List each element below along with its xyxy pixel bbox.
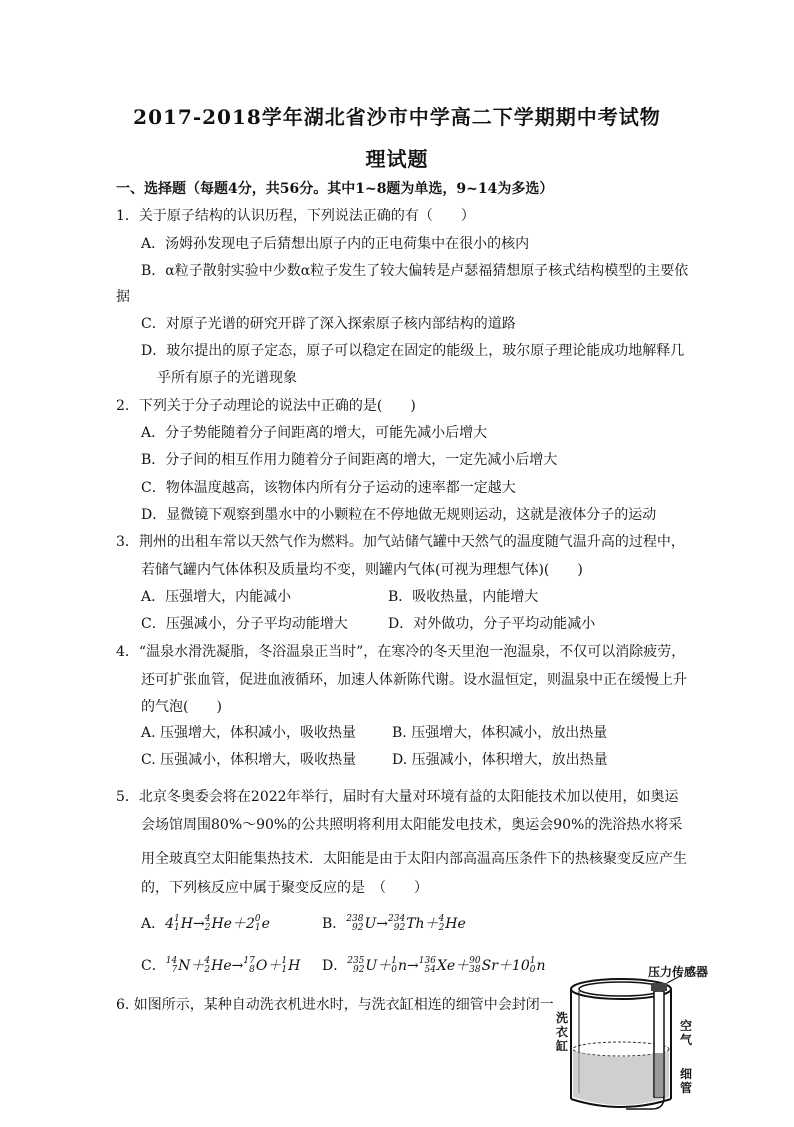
reaction-c-formula: 14 7 N＋ 4 2 He→ 17 8 O＋ 1 1 H (165, 956, 301, 975)
reaction-d-formula: 235 92 U＋ 1 0 n→ 136 54 Xe＋ 90 38 Sr＋10 1 0 n (347, 956, 546, 975)
option-d-label: D． (322, 958, 348, 974)
question-4-stem-cont2: 的气泡( ) (141, 699, 222, 715)
question-1-stem: 1．关于原子结构的认识历程，下列说法正确的有（ ） (116, 208, 475, 224)
question-4-stem: 4．“温泉水滑洗凝脂，冬浴温泉正当时”，在寒冷的冬天里泡一泡温泉，不仅可以消除疲劳， (116, 644, 686, 660)
exam-title-line1: 2017-2018学年湖北省沙市中学高二下学期期中考试物 (133, 105, 661, 129)
question-1-option-b: B．α粒子散射实验中少数α粒子发生了较大偏转是卢瑟福猜想原子核式结构模型的主要依 (141, 263, 689, 279)
question-4-option-b: B. 压强增大，体积减小，放出热量 (392, 725, 608, 741)
option-c-label: C． (141, 958, 166, 974)
question-1-option-d: D．玻尔提出的原子定态，原子可以稳定在固定的能级上，玻尔原子理论能成功地解释几 (141, 343, 685, 359)
label-washing-tank: 洗衣缸 (556, 1011, 569, 1053)
question-3-option-b: B．吸收热量，内能增大 (388, 589, 539, 605)
question-2-option-a: A．分子势能随着分子间距离的增大，可能先减小后增大 (141, 425, 488, 441)
question-5-stem-cont2: 用全玻真空太阳能集热技术．太阳能是由于太阳内部高温高压条件下的热核聚变反应产生 (141, 851, 687, 867)
question-5-option-d (322, 956, 546, 976)
pressure-sensor-cap (651, 983, 667, 991)
question-6-stem: 6. 如图所示，某种自动洗衣机进水时，与洗衣缸相连的细管中会封闭一 (116, 997, 554, 1013)
question-2-option-d: D．显微镜下观察到墨水中的小颗粒在不停地做无规则运动，这就是液体分子的运动 (141, 507, 657, 523)
question-4-stem-cont1: 还可扩张血管，促进血液循环，加速人体新陈代谢。设水温恒定，则温泉中正在缓慢上升 (141, 672, 687, 688)
question-5-stem-cont1: 会场馆周围80%～90%的公共照明将利用太阳能发电技术，奥运会90%的洗浴热水将采 (141, 817, 683, 833)
tank-inner-rim (579, 982, 663, 996)
exam-title-line2: 理试题 (365, 147, 429, 171)
option-a-label: A． (141, 916, 166, 932)
diagram-svg (556, 963, 726, 1123)
reaction-a-formula: 4 1 1 H→ 4 2 He＋2 0 1 e (165, 914, 270, 933)
question-1-option-d-cont: 乎所有原子的光谱现象 (157, 370, 297, 386)
label-thin-tube: 细管 (680, 1067, 693, 1095)
question-5-option-b (322, 914, 466, 934)
label-air: 空气 (680, 1019, 693, 1047)
tube-water (655, 1053, 663, 1097)
question-4-option-d: D. 压强减小，体积增大，放出热量 (392, 752, 608, 768)
reaction-b-formula: 238 92 U→ 234 92 Th＋ 4 2 He (346, 914, 466, 933)
question-5-stem: 5．北京冬奥委会将在2022年举行，届时有大量对环境有益的太阳能技术加以使用，如奥运 (116, 789, 679, 805)
question-5-option-c (141, 956, 300, 976)
question-3-option-a: A．压强增大，内能减小 (141, 589, 292, 605)
label-pressure-sensor: 压力传感器 (648, 965, 709, 979)
question-5-stem-cont3: 的，下列核反应中属于聚变反应的是 （ ） (141, 880, 428, 896)
question-2-option-c: C．物体温度越高，该物体内所有分子运动的速率都一定越大 (141, 480, 516, 496)
option-b-label: B． (322, 916, 347, 932)
question-3-option-c: C．压强减小，分子平均动能增大 (141, 616, 348, 632)
question-2-option-b: B．分子间的相互作用力随着分子间距离的增大，一定先减小后增大 (141, 452, 558, 468)
question-4-option-c: C. 压强减小，体积增大，吸收热量 (141, 752, 357, 768)
question-1-option-b-cont: 据 (116, 289, 130, 305)
question-3-stem: 3．荆州的出租车常以天然气作为燃料。加气站储气罐中天然气的温度随气温升高的过程中， (116, 534, 685, 550)
washing-machine-diagram (556, 963, 726, 1123)
question-4-option-a: A. 压强增大，体积减小，吸收热量 (141, 725, 357, 741)
question-1-option-a: A．汤姆孙发现电子后猜想出原子内的正电荷集中在很小的核内 (141, 236, 530, 252)
question-5-option-a (141, 914, 270, 934)
question-3-stem-cont: 若储气罐内气体体积及质量均不变，则罐内气体(可视为理想气体)( ) (141, 562, 583, 578)
question-3-option-d: D．对外做功，分子平均动能减小 (388, 616, 596, 632)
question-1-option-c: C．对原子光谱的研究开辟了深入探索原子核内部结构的道路 (141, 316, 516, 332)
question-2-stem: 2．下列关于分子动理论的说法中正确的是( ) (116, 398, 416, 414)
section-heading: 一、选择题（每题4分，共56分。其中1~8题为单选，9~14为多选） (116, 181, 554, 197)
